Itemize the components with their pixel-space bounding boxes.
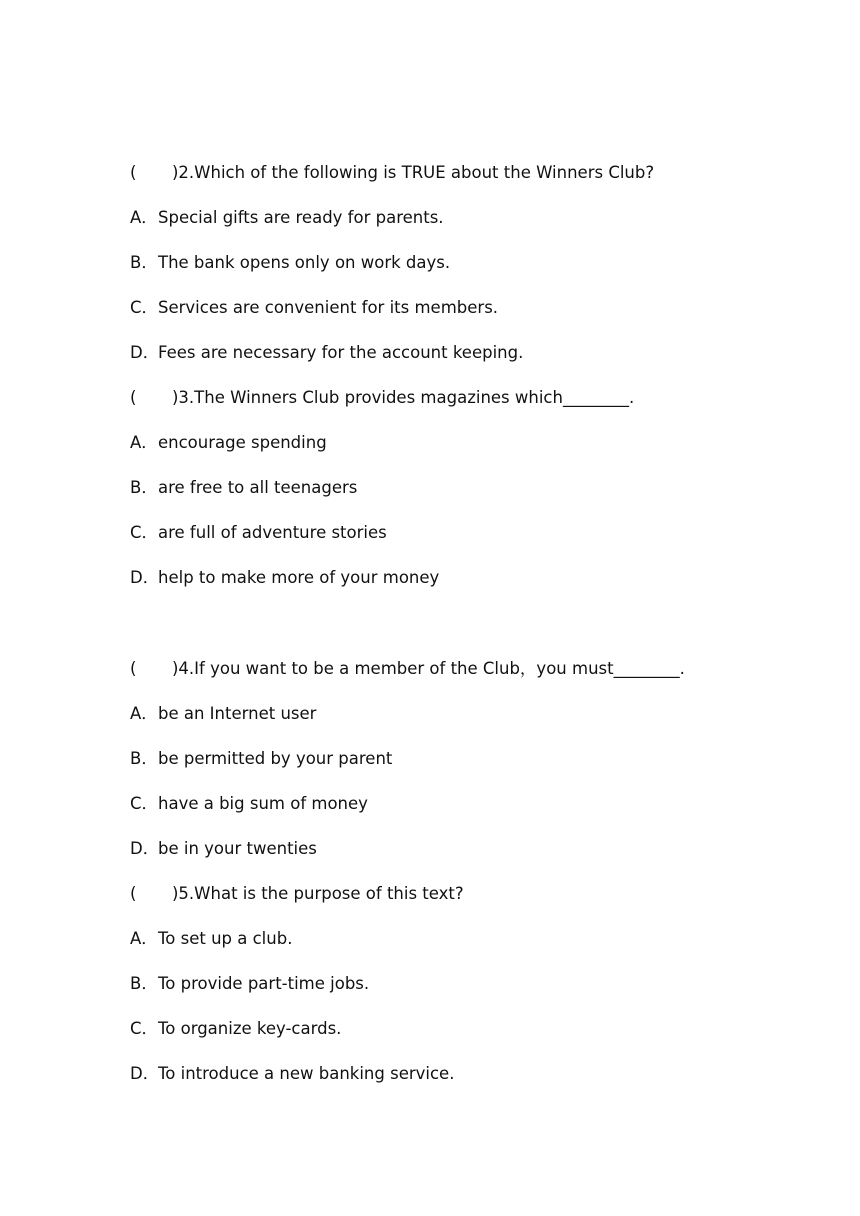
option-letter: C． <box>130 523 159 542</box>
option-text: be permitted by your parent <box>158 749 393 768</box>
option-text: Special gifts are ready for parents. <box>158 208 444 227</box>
option-letter: B． <box>130 749 158 768</box>
option-letter: A． <box>130 433 158 452</box>
answer-blank-paren: ( <box>130 659 137 678</box>
option-text: Fees are necessary for the account keeping. <box>158 343 524 362</box>
option-letter: C． <box>130 794 159 813</box>
option-letter: C． <box>130 1019 159 1038</box>
question-4-option-b <box>130 748 392 770</box>
option-letter: D． <box>130 1064 160 1083</box>
question-2-stem: )2.Which of the following is TRUE about the Winners Club? <box>172 163 655 182</box>
option-letter: B． <box>130 974 158 993</box>
option-text: To set up a club. <box>158 929 293 948</box>
question-2-option-b <box>130 252 450 274</box>
question-5 <box>130 883 464 905</box>
option-text: encourage spending <box>158 433 327 452</box>
option-text: To organize key-cards. <box>158 1019 342 1038</box>
question-5-stem: )5.What is the purpose of this text? <box>172 884 464 903</box>
question-2-option-c <box>130 297 498 319</box>
question-5-option-b <box>130 973 369 995</box>
question-2-option-d <box>130 342 523 364</box>
option-text: Services are convenient for its members. <box>158 298 499 317</box>
question-3 <box>130 387 634 409</box>
question-3-option-a <box>130 432 327 454</box>
option-letter: A． <box>130 929 158 948</box>
option-text: be an Internet user <box>158 704 317 723</box>
question-5-option-c <box>130 1018 341 1040</box>
option-letter: A． <box>130 704 158 723</box>
question-3-option-c <box>130 522 387 544</box>
option-letter: B． <box>130 478 158 497</box>
option-letter: A． <box>130 208 158 227</box>
option-text: help to make more of your money <box>158 568 440 587</box>
question-4-option-a <box>130 703 316 725</box>
question-2-option-a <box>130 207 444 229</box>
option-text: have a big sum of money <box>158 794 368 813</box>
question-4-option-d <box>130 838 317 860</box>
question-5-option-d <box>130 1063 454 1085</box>
option-text: be in your twenties <box>158 839 317 858</box>
question-4-option-c <box>130 793 368 815</box>
option-text: To provide part-time jobs. <box>158 974 370 993</box>
option-text: are full of adventure stories <box>158 523 387 542</box>
question-2 <box>130 162 654 184</box>
answer-blank-paren: ( <box>130 884 137 903</box>
option-letter: D． <box>130 568 160 587</box>
question-3-stem: )3.The Winners Club provides magazines which________. <box>172 388 635 407</box>
question-4 <box>130 658 685 680</box>
question-4-stem: )4.If you want to be a member of the Club，you must________. <box>172 659 685 678</box>
option-letter: D． <box>130 343 160 362</box>
question-5-option-a <box>130 928 292 950</box>
option-letter: D． <box>130 839 160 858</box>
answer-blank-paren: ( <box>130 388 137 407</box>
option-letter: C． <box>130 298 159 317</box>
question-3-option-d <box>130 567 439 589</box>
option-text: The bank opens only on work days. <box>158 253 451 272</box>
option-text: are free to all teenagers <box>158 478 358 497</box>
question-3-option-b <box>130 477 357 499</box>
option-text: To introduce a new banking service. <box>158 1064 455 1083</box>
answer-blank-paren: ( <box>130 163 137 182</box>
option-letter: B． <box>130 253 158 272</box>
